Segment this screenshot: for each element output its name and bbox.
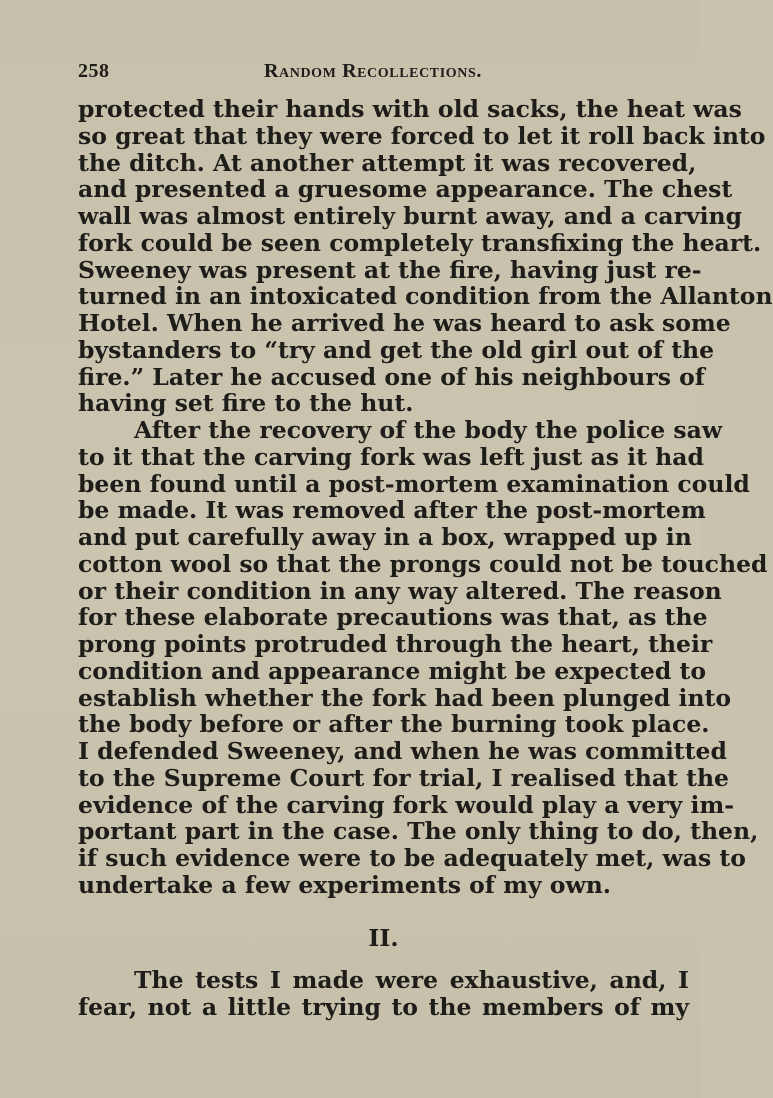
text-line: protected their hands with old sacks, the heat was: [78, 95, 742, 123]
text-line: for these elaborate precautions was that, as the: [78, 603, 708, 632]
text-line: to the Supreme Court for trial, I realised that the: [78, 763, 729, 792]
text-line: cotton wool so that the prongs could not be touched: [78, 549, 768, 578]
text-line: to it that the carving fork was left just as it had: [78, 442, 704, 471]
text-line: wall was almost entirely burnt away, and a carving: [78, 202, 743, 230]
text-line: prong points protruded through the heart, their: [78, 630, 713, 658]
text-line: and put carefully away in a box, wrapped up in: [78, 523, 692, 551]
text-line: condition and appearance might be expected to: [78, 656, 706, 685]
text-line: the ditch. At another attempt it was recovered,: [78, 148, 697, 177]
text-line: establish whether the fork had been plunged into: [78, 683, 732, 712]
text-line: I defended Sweeney, and when he was committed: [78, 737, 727, 765]
text-line: portant part in the case. The only thing to do, then,: [78, 817, 759, 846]
text-line: so great that they were forced to let it roll back into: [78, 121, 766, 150]
paragraph-2: [78, 416, 768, 899]
text-line: fire.” Later he accused one of his neighbours of: [78, 362, 705, 391]
text-line: bystanders to “try and get the old girl out of the: [78, 335, 715, 364]
text-line: Sweeney was present at the fire, having just re-: [78, 255, 702, 284]
running-title: Random Recollections.: [264, 60, 482, 82]
text-line: or their condition in any way altered. The reason: [78, 576, 722, 605]
text-line: Hotel. When he arrived he was heard to ask some: [78, 309, 731, 337]
page-number: 258: [78, 60, 110, 82]
text-line: turned in an intoxicated condition from the Allanton: [78, 282, 773, 311]
body-text: [78, 95, 773, 1021]
text-line: After the recovery of the body the police saw: [134, 416, 723, 444]
paragraph-1: [78, 95, 773, 418]
text-line: fork could be seen completely transfixing the heart.: [78, 228, 762, 257]
text-line: having set fire to the hut.: [78, 389, 414, 418]
text-line: The tests I made were exhaustive, and, I: [134, 966, 689, 995]
text-line: and presented a gruesome appearance. The chest: [78, 175, 733, 204]
text-line: the body before or after the burning took place.: [78, 710, 710, 739]
text-line: undertake a few experiments of my own.: [78, 870, 611, 899]
text-line: fear, not a little trying to the members of my: [78, 993, 689, 1021]
page-header: [78, 60, 688, 88]
text-line: be made. It was removed after the post-mortem: [78, 496, 706, 525]
section-heading: II.: [368, 923, 399, 952]
paragraph-3: [78, 967, 689, 1021]
text-line: evidence of the carving fork would play a very im-: [78, 790, 735, 819]
text-line: if such evidence were to be adequately met, was to: [78, 844, 746, 872]
text-line: been found until a post-mortem examination could: [78, 469, 750, 498]
